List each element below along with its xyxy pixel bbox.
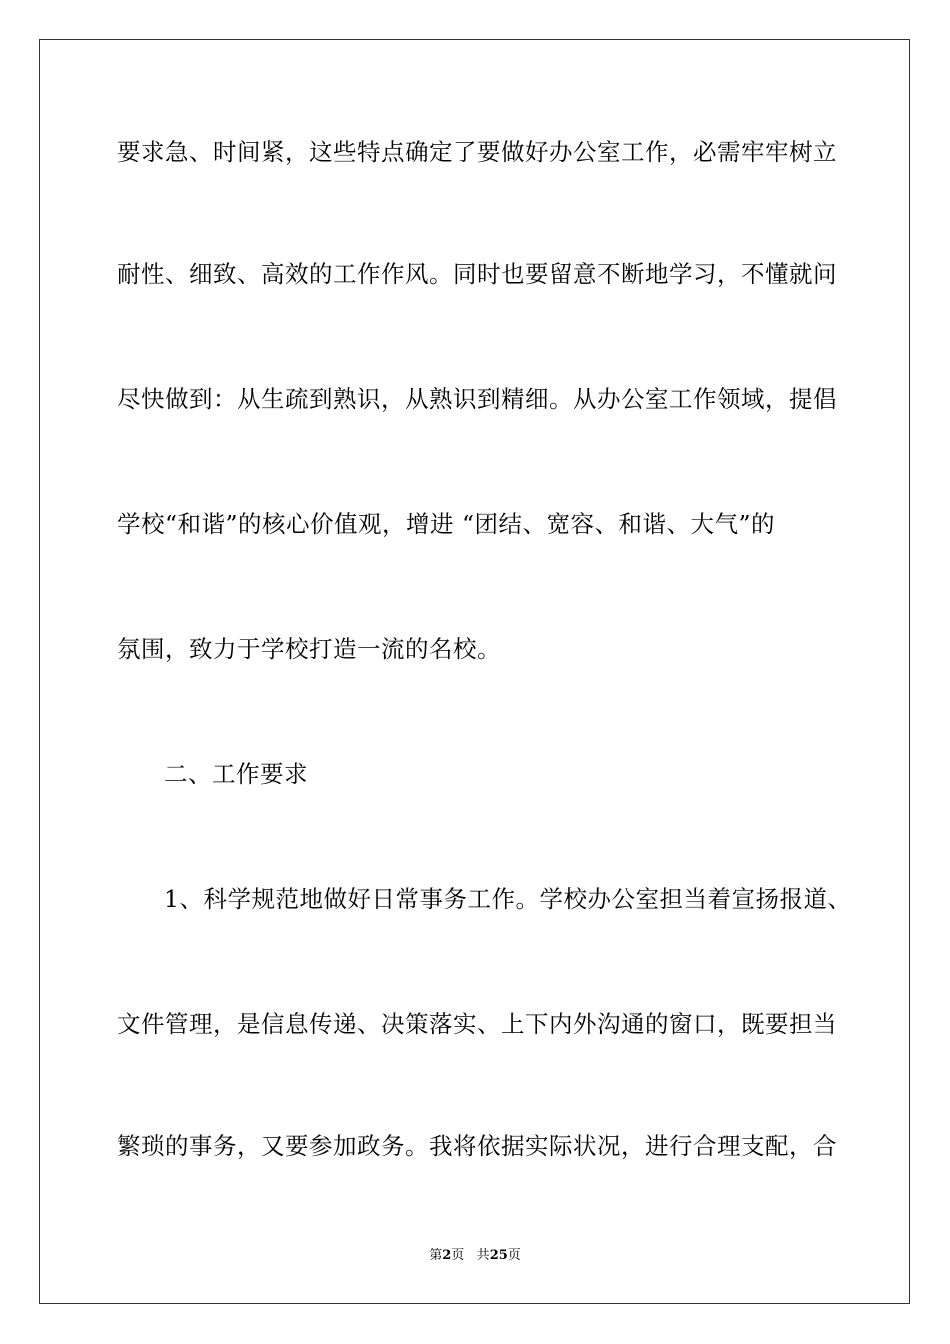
footer-total-pages: 25 <box>489 1248 508 1263</box>
footer-page-prefix: 第 <box>429 1248 443 1263</box>
body-text-line-8: 繁琐的事务，又要参加政务。我将依据实际状况，进行合理支配，合 <box>117 1132 837 1160</box>
footer-page-number: 2 <box>442 1248 452 1263</box>
body-text-line-6: 1、科学规范地做好日常事务工作。学校办公室担当着宣扬报道、 <box>164 885 852 913</box>
body-text-line-4: 学校“和谐”的核心价值观，增进 “团结、宽容、和谐、大气”的 <box>117 510 776 538</box>
body-text-line-1: 要求急、时间紧，这些特点确定了要做好办公室工作，必需牢牢树立 <box>117 138 837 166</box>
body-text-line-3: 尽快做到：从生疏到熟识，从熟识到精细。从办公室工作领域，提倡 <box>117 385 837 413</box>
page-footer <box>0 1247 950 1265</box>
section-heading: 二、工作要求 <box>164 760 308 788</box>
footer-total-suffix: 页 <box>507 1248 521 1263</box>
body-text-line-2: 耐性、细致、高效的工作作风。同时也要留意不断地学习，不懂就问 <box>117 260 837 288</box>
footer-page-suffix: 页 <box>451 1248 465 1263</box>
footer-total-prefix: 共 <box>476 1248 490 1263</box>
page-border <box>39 39 910 1304</box>
body-text-line-5: 氛围，致力于学校打造一流的名校。 <box>117 635 501 663</box>
body-text-line-7: 文件管理，是信息传递、决策落实、上下内外沟通的窗口，既要担当 <box>117 1010 837 1038</box>
